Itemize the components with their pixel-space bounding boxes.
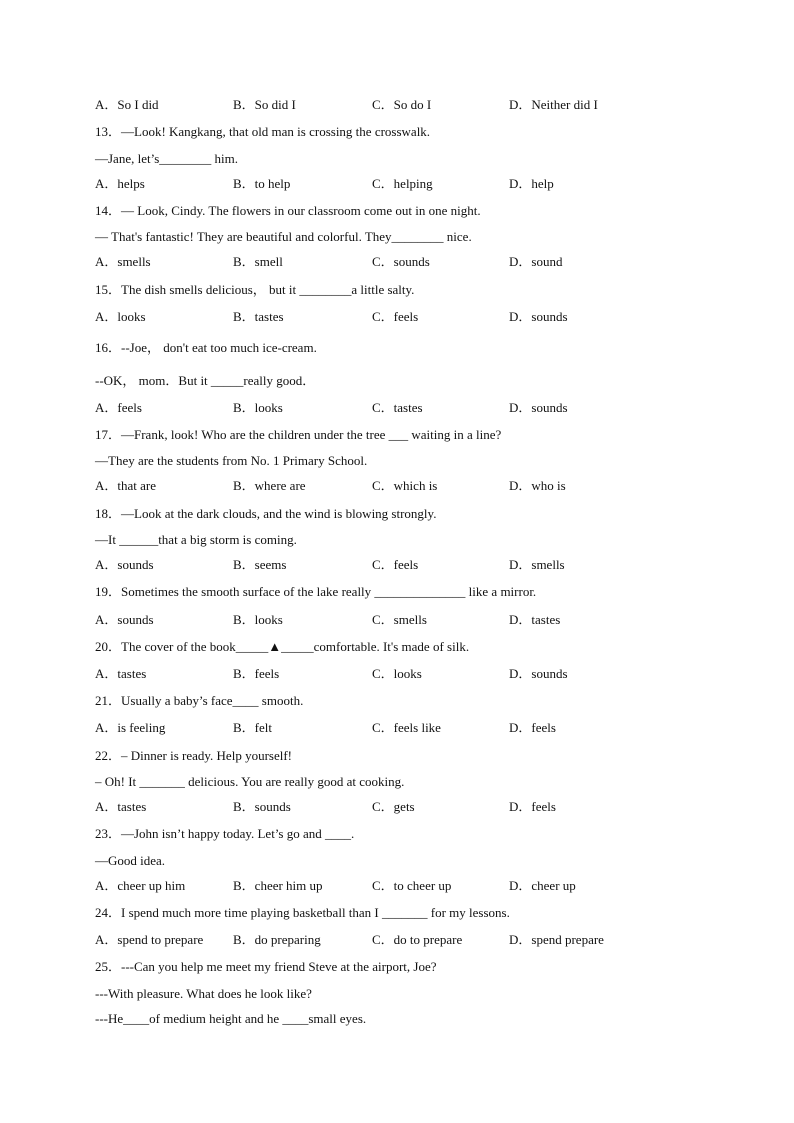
option-a: A．cheer up him [95,878,186,893]
question-line: 22．– Dinner is ready. Help yourself! [95,748,292,763]
question-line: 15．The dish smells delicious， but it ________a little salty. [95,282,415,297]
option-c: C．feels [372,309,419,324]
option-a: A．smells [95,254,151,269]
option-d: D．sounds [509,666,568,681]
option-d: D．help [509,176,554,191]
option-d: D．cheer up [509,878,576,893]
option-d: D．smells [509,557,565,572]
option-c: C．smells [372,612,427,627]
option-a: A．sounds [95,612,154,627]
option-a: A．tastes [95,799,147,814]
question-line: 16．--Joe， don't eat too much ice-cream. [95,340,317,355]
question-line: 18．—Look at the dark clouds, and the wind is blowing strongly. [95,506,437,521]
question-line: —Good idea. [95,853,166,868]
option-b: B．So did I [233,97,296,112]
option-c: C．helping [372,176,433,191]
question-line: 23．—John isn’t happy today. Let’s go and ____. [95,826,355,841]
option-d: D．feels [509,720,556,735]
option-c: C．gets [372,799,415,814]
question-line: 19．Sometimes the smooth surface of the lake really ______________ like a mirror. [95,584,537,599]
option-d: D．who is [509,478,566,493]
option-b: B．cheer him up [233,878,323,893]
option-b: B．to help [233,176,291,191]
question-line: ---He____of medium height and he ____small eyes. [95,1011,367,1026]
option-c: C．sounds [372,254,430,269]
question-line: 21．Usually a baby’s face____ smooth. [95,693,304,708]
option-a: A．is feeling [95,720,166,735]
question-line: 13．—Look! Kangkang, that old man is crossing the crosswalk. [95,124,431,139]
option-b: B．sounds [233,799,291,814]
option-c: C．tastes [372,400,423,415]
question-line: 14．— Look, Cindy. The flowers in our classroom come out in one night. [95,203,481,218]
option-d: D．sounds [509,309,568,324]
option-b: B．looks [233,612,283,627]
option-b: B．felt [233,720,272,735]
question-line: —They are the students from No. 1 Primary School. [95,453,368,468]
question-line: – Oh! It _______ delicious. You are really good at cooking. [95,774,405,789]
option-b: B．where are [233,478,306,493]
question-line: 24．I spend much more time playing basketball than I _______ for my lessons. [95,905,510,920]
option-b: B．seems [233,557,287,572]
question-line: 17．—Frank, look! Who are the children under the tree ___ waiting in a line? [95,427,502,442]
option-a: A．spend to prepare [95,932,204,947]
option-b: B．tastes [233,309,284,324]
option-c: C．feels [372,557,419,572]
option-d: D．sound [509,254,563,269]
option-a: A．tastes [95,666,147,681]
question-line: — That's fantastic! They are beautiful and colorful. They________ nice. [95,229,472,244]
option-d: D．sounds [509,400,568,415]
question-line: —It ______that a big storm is coming. [95,532,297,547]
option-c: C．feels like [372,720,441,735]
option-a: A．looks [95,309,146,324]
option-a: A．feels [95,400,142,415]
option-b: B．feels [233,666,280,681]
option-b: B．smell [233,254,283,269]
option-d: D．Neither did I [509,97,598,112]
question-line: ---With pleasure. What does he look like? [95,986,312,1001]
question-line: 20．The cover of the book_____▲_____comfortable. It's made of silk. [95,639,470,654]
option-c: C．do to prepare [372,932,463,947]
option-c: C．So do I [372,97,432,112]
option-d: D．spend prepare [509,932,604,947]
option-a: A．helps [95,176,145,191]
option-c: C．looks [372,666,422,681]
option-b: B．do preparing [233,932,321,947]
option-a: A．So I did [95,97,159,112]
option-c: C．which is [372,478,438,493]
option-a: A．sounds [95,557,154,572]
question-line: --OK， mom．But it _____really good． [95,373,316,388]
option-d: D．tastes [509,612,561,627]
option-d: D．feels [509,799,556,814]
option-b: B．looks [233,400,283,415]
option-a: A．that are [95,478,157,493]
question-line: —Jane, let’s________ him. [95,151,238,166]
question-line: 25．---Can you help me meet my friend Steve at the airport, Joe? [95,959,437,974]
option-c: C．to cheer up [372,878,452,893]
